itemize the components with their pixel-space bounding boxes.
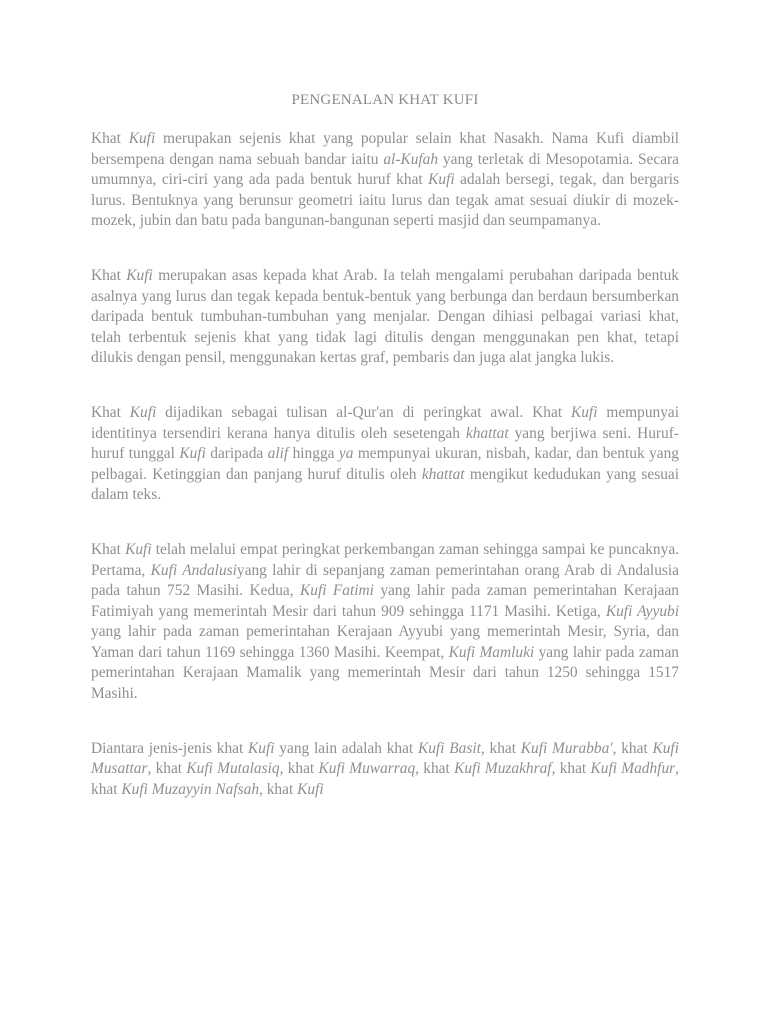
text-run: , khat	[91, 760, 680, 798]
italic-term: Kufi	[297, 780, 324, 798]
italic-term: Kufi Muzayyin Nafsah	[121, 780, 260, 798]
italic-term: khattat	[465, 424, 509, 442]
paragraph-3	[91, 403, 679, 506]
italic-term: Kufi Fatimi	[299, 582, 374, 600]
text-run: hingga	[288, 445, 339, 463]
text-run: , khat	[612, 739, 653, 757]
text-run: , khat	[551, 760, 591, 778]
italic-term: al-Kufah	[383, 150, 439, 168]
text-run: merupakan asas kepada khat Arab. Ia telah mengalami perubahan daripada bentuk asalnya yang lurus dan tegak kepada bentuk-bentuk yang berbunga dan berdaun bersumberkan daripada bentuk tumbuhan-tumbuhan yang menjalar. Dengan dihiasi pelbagai variasi khat, telah terbentuk sejenis khat yang tidak lagi ditulis dengan menggunakan pen khat, tetapi dilukis dengan pensil, menggunakan kertas graf, pembaris dan juga alat jangka lukis.	[91, 266, 679, 367]
italic-term: Kufi Muzakhraf	[454, 760, 552, 778]
italic-term: Kufi	[126, 266, 153, 284]
italic-term: alif	[267, 445, 289, 463]
italic-term: Kufi	[179, 445, 206, 463]
text-run: mempunyai ukuran, nisbah, kadar, dan bentuk yang pelbagai. Ketinggian dan panjang huruf ditulis oleh	[91, 445, 679, 483]
text-run: mengikut kedudukan yang sesuai dalam teks.	[91, 465, 679, 504]
italic-term: Kufi Ayyubi	[605, 602, 679, 620]
italic-term: Kufi Musattar	[91, 739, 679, 778]
text-run: Khat	[91, 130, 129, 147]
text-run: Diantara jenis-jenis khat	[91, 739, 249, 757]
text-run: yang terletak di Mesopotamia. Secara umumnya, ciri-ciri yang ada pada bentuk huruf khat	[91, 150, 679, 189]
italic-term: Kufi	[570, 403, 598, 421]
italic-term: Kufi	[248, 739, 275, 757]
text-run: yang berjiwa seni. Huruf-huruf tunggal	[91, 424, 679, 463]
text-run: yang lain adalah khat	[274, 739, 418, 757]
italic-term: Kufi Mamluki	[448, 643, 535, 661]
paragraph-5	[91, 739, 679, 801]
text-run: Khat	[91, 266, 127, 284]
text-run: yang lahir pada zaman pemerintahan Kerajaan Fatimiyah yang memerintah Mesir dari tahun 909 sehingga 1171 Masihi. Ketiga,	[91, 582, 680, 620]
paragraph-2	[91, 266, 679, 369]
italic-term: khattat	[421, 465, 465, 483]
text-run: daripada	[205, 445, 268, 463]
text-run: yang lahir di sepanjang zaman pemerintahan orang Arab di Andalusia pada tahun 752 Masihi. Kedua,	[91, 561, 679, 600]
text-run: merupakan sejenis khat yang popular selain khat Nasakh. Nama Kufi diambil bersempena dengan nama sebuah bandar iaitu	[91, 130, 679, 168]
italic-term: Kufi Mutalasiq	[186, 760, 280, 778]
text-run: adalah bersegi, tegak, dan bergaris lurus. Bentuknya yang berunsur geometri iaitu lurus dan tegak amat sesuai diukir di mozek-mozek, jubin dan batu pada bangunan-bangunan seperti masjid dan seumpamanya.	[91, 171, 679, 230]
text-run: , khat	[259, 780, 298, 798]
document-title: PENGENALAN KHAT KUFI	[291, 92, 479, 108]
italic-term: Kufi	[428, 171, 455, 189]
text-run: Khat	[91, 403, 130, 421]
italic-term: Kufi Andalusi	[150, 561, 237, 579]
text-run: telah melalui empat peringkat perkembangan zaman sehingga sampai ke puncaknya. Pertama,	[91, 540, 679, 579]
italic-term: Kufi Basit	[417, 739, 481, 757]
italic-term: Kufi	[125, 540, 152, 558]
italic-term: Kufi Muwarraq	[318, 760, 416, 778]
paragraph-1	[91, 129, 679, 232]
text-run: yang lahir pada zaman pemerintahan Kerajaan Ayyubi yang memerintah Mesir, Syria, dan Yaman dari tahun 1169 sehingga 1360 Masihi. Keempat,	[91, 623, 679, 661]
text-run: mempunyai identitinya tersendiri kerana hanya ditulis oleh sesetengah	[91, 403, 680, 442]
text-run: yang lahir pada zaman pemerintahan Kerajaan Mamalik yang memerintah Mesir dari tahun 1250 sehingga 1517 Masihi.	[91, 643, 679, 703]
text-run: Khat	[91, 540, 126, 558]
italic-term: Kufi Murabba'	[520, 739, 613, 757]
paragraph-4	[91, 540, 679, 705]
italic-term: ya	[338, 445, 354, 463]
italic-term: Kufi Madhfur	[590, 760, 676, 778]
text-run: , khat	[415, 760, 455, 778]
italic-term: Kufi	[129, 403, 157, 421]
text-run: , khat	[279, 760, 319, 778]
text-run: dijadikan sebagai tulisan al-Qur'an di peringkat awal. Khat	[156, 403, 571, 421]
text-run: , khat	[480, 739, 521, 757]
text-run: , khat	[147, 760, 187, 778]
italic-term: Kufi	[128, 130, 156, 147]
